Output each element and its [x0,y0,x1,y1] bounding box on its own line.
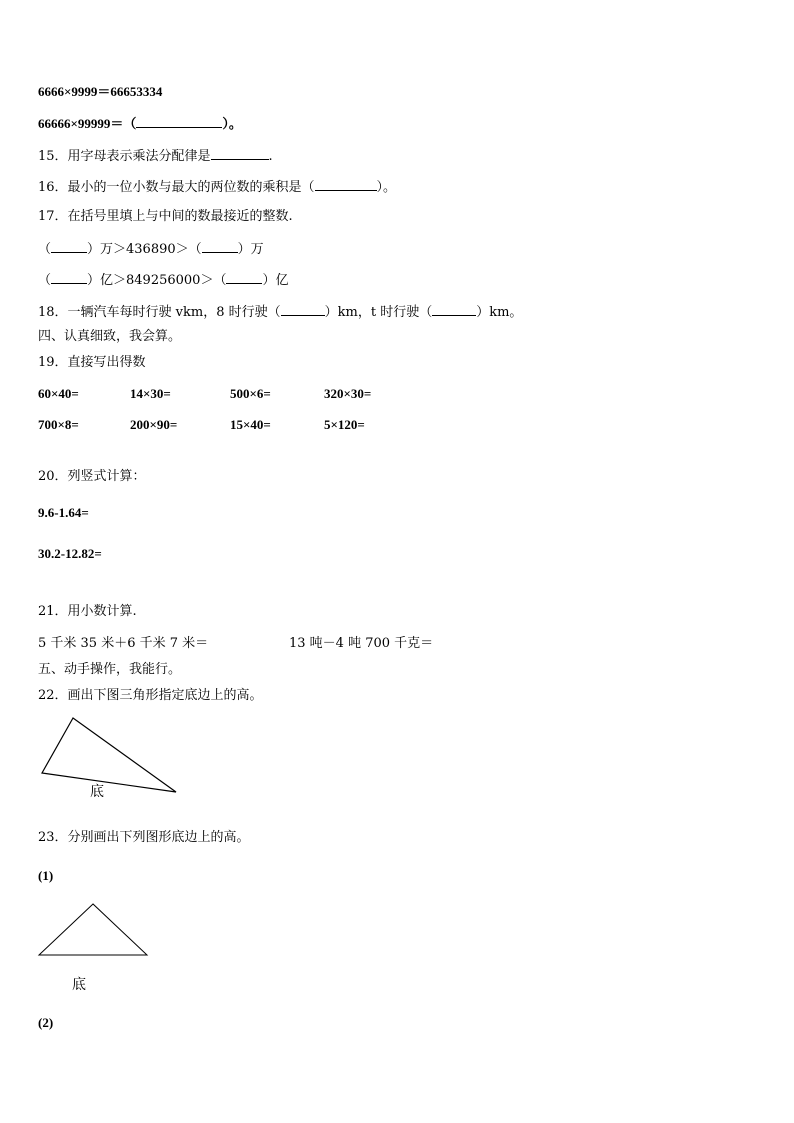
question-23-part-2: (2) [38,1015,54,1030]
question-17-row-1-mid: ）万＞436890＞（ [87,242,202,257]
answer-blank[interactable] [281,303,325,316]
calc-item: 320×30= [324,386,372,401]
question-20: 20．列竖式计算： [38,469,146,484]
question-17: 17．在括号里填上与中间的数最接近的整数. [38,209,293,224]
question-16-text: 16．最小的一位小数与最大的两位数的乘积是（ [38,180,315,195]
equation-question-text: 66666×99999＝（ [38,116,137,131]
equation-example: 6666×9999＝66653334 [38,84,163,99]
section-5-heading: 五、动手操作，我能行。 [38,662,182,677]
triangle-q22-base-label: 底 [90,784,104,800]
calc-item: 200×90= [130,417,178,432]
question-16 [38,178,396,196]
calc-item: 15×40= [230,417,271,432]
question-16-tail: ）。 [376,180,397,195]
calc-item: 60×40= [38,386,79,401]
question-18 [38,303,522,321]
question-21: 21．用小数计算. [38,604,137,619]
answer-blank[interactable] [136,115,222,128]
question-17-row-2-mid: ）亿＞849256000＞（ [87,273,227,288]
calc-item: 500×6= [230,386,271,401]
paren-open: （ [38,242,52,257]
question-23: 23．分别画出下列图形底边上的高。 [38,830,250,845]
question-17-row-2-tail: ）亿 [262,273,289,288]
section-4-heading: 四、认真细致，我会算。 [38,329,182,344]
question-22: 22．画出下图三角形指定底边上的高。 [38,688,263,703]
question-15 [38,147,273,165]
equation-question-tail: ）。 [222,116,242,131]
question-20-item-1: 9.6-1.64= [38,505,89,520]
question-19: 19．直接写出得数 [38,355,146,370]
question-17-row-2 [38,271,288,289]
calc-item: 700×8= [38,417,79,432]
question-18-tail: ）km。 [476,305,523,320]
question-17-row-1 [38,240,264,258]
question-17-row-1-tail: ）万 [237,242,264,257]
answer-blank[interactable] [51,240,87,253]
answer-blank[interactable] [211,147,269,160]
answer-blank[interactable] [432,303,476,316]
equation-question [38,115,242,132]
triangle-q23-1 [39,904,147,955]
question-21-item-1: 5 千米 35 米＋6 千米 7 米＝ [38,636,209,651]
question-20-item-2: 30.2-12.82= [38,546,102,561]
question-23-part-1: (1) [38,868,54,883]
paren-open: （ [38,273,52,288]
triangle-q22 [42,718,176,792]
question-15-text: 15．用字母表示乘法分配律是 [38,149,211,164]
answer-blank[interactable] [226,271,262,284]
question-15-tail: . [268,149,273,164]
calc-item: 14×30= [130,386,171,401]
question-18-mid: ）km，t 时行驶（ [324,305,433,320]
calc-item: 5×120= [324,417,365,432]
question-18-text: 18．一辆汽车每时行驶 vkm，8 时行驶（ [38,305,281,320]
question-21-item-2: 13 吨－4 吨 700 千克＝ [289,636,434,651]
answer-blank[interactable] [315,178,377,191]
answer-blank[interactable] [202,240,238,253]
triangle-q23-1-base-label: 底 [72,977,86,993]
answer-blank[interactable] [51,271,87,284]
